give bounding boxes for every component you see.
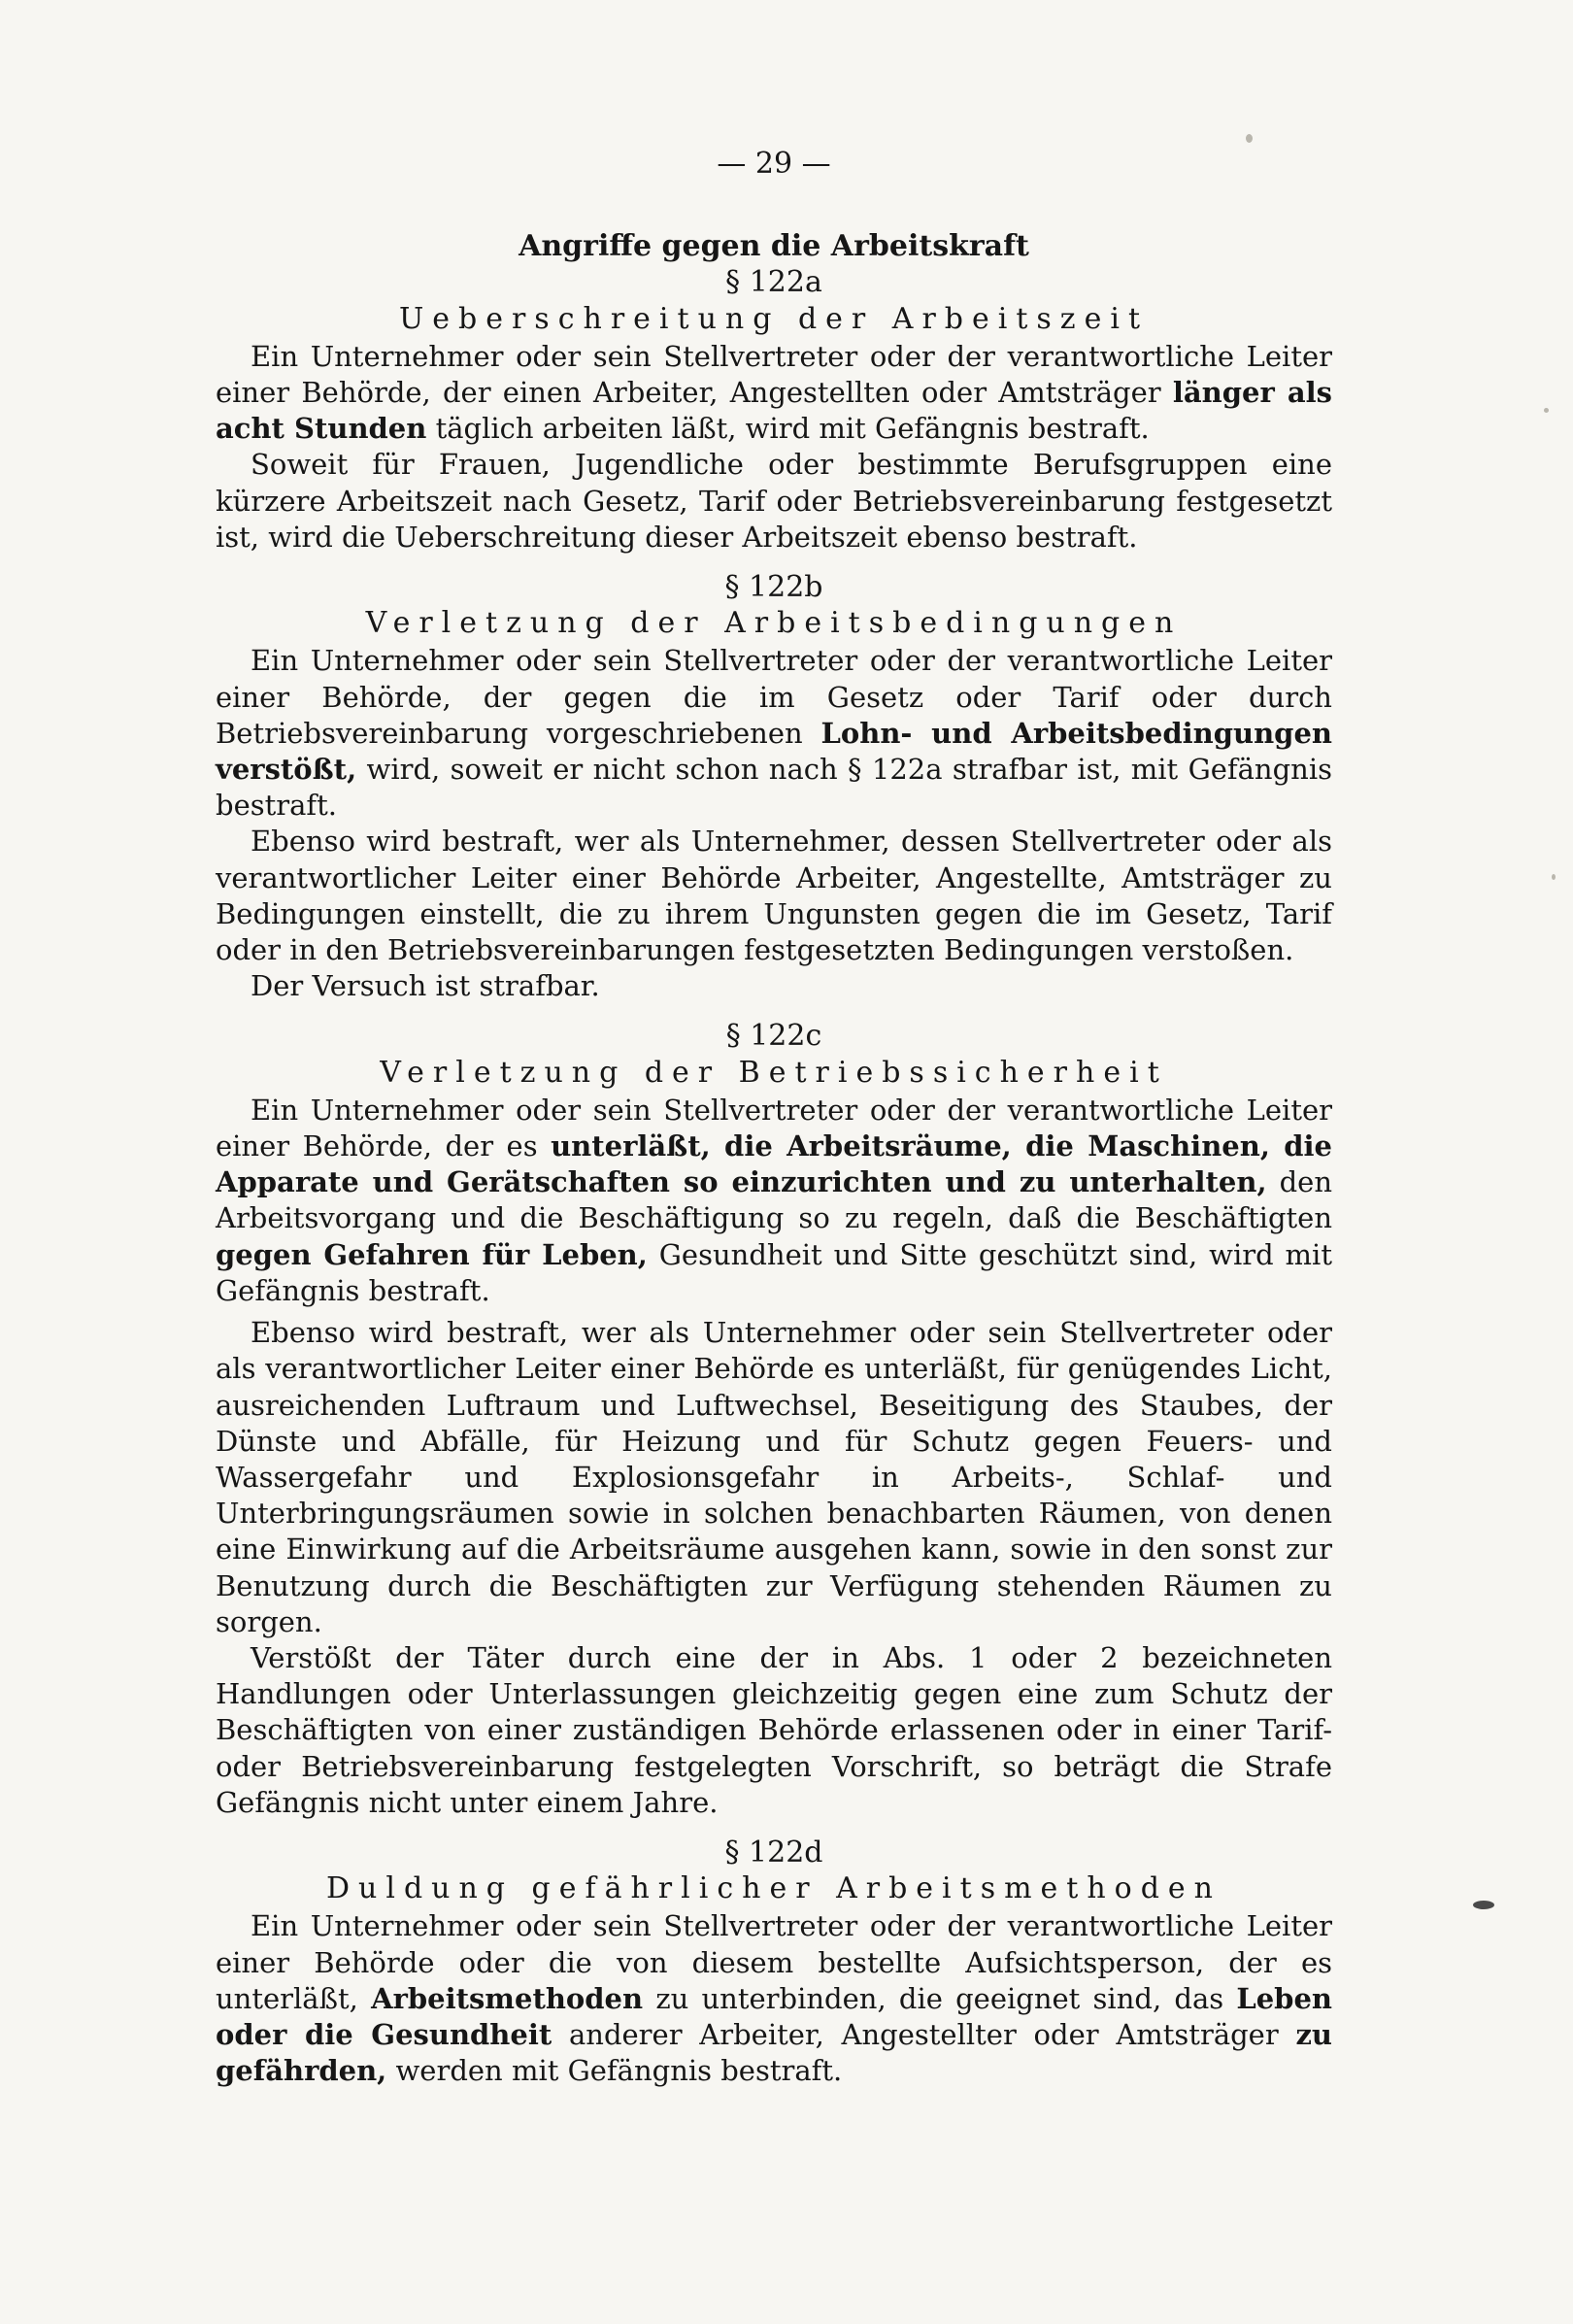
paragraph: Ebenso wird bestraft, wer als Unternehmer, dessen Stellvertreter oder als verantwortlicher Leiter einer Behörde Arbeiter, Angestellte, Amtsträger zu Bedingungen einstellt, die zu ihrem Ungunsten gegen die im Gesetz, Tarif oder in den Betriebsvereinbarungen festgesetzten Bedingungen verstoßen. xyxy=(216,825,1332,967)
scan-speck xyxy=(1246,134,1253,143)
scan-speck xyxy=(1552,874,1556,880)
section-number: § 122c xyxy=(725,1019,822,1054)
section-number: § 122a xyxy=(725,265,822,300)
page-number: — 29 — xyxy=(717,147,831,181)
paragraph xyxy=(216,1093,1332,1309)
emphasis-text: Lohn- und Arbeitsbedingungen verstößt, xyxy=(216,716,1332,787)
emphasis-text: gegen Gefahren für Leben, xyxy=(216,1237,648,1271)
section-title: Verletzung der Arbeitsbedingungen xyxy=(365,606,1183,641)
section-122b xyxy=(216,569,1332,1004)
paragraph: Der Versuch ist strafbar. xyxy=(251,969,600,1003)
section-title: Ueberschreitung der Arbeitszeit xyxy=(398,301,1150,336)
text-run: Ein Unternehmer oder sein Stellvertreter oder der verantwortliche Leiter einer Behörde oder die von diesem bestellte Aufsichtsperson, der es unterläßt, xyxy=(216,1909,1332,2015)
emphasis-text: zu gefährden, xyxy=(216,2017,1332,2088)
paragraph xyxy=(216,1908,1332,2089)
paragraph: Soweit für Frauen, Jugendliche oder bestimmte Berufsgruppen eine kürzere Arbeitszeit nach Gesetz, Tarif oder Betriebsvereinbarung festgesetzt ist, wird die Ueberschreitung dieser Arbeitszeit ebenso bestraft. xyxy=(216,448,1332,554)
scan-speck xyxy=(1473,1901,1494,1909)
text-run: werden mit Gefängnis bestraft. xyxy=(386,2054,843,2088)
paragraph: Verstößt der Täter durch eine der in Abs. 1 oder 2 bezeichneten Handlungen oder Unterlassungen gleichzeitig gegen eine zum Schutz der Beschäftigten von einer zuständigen Behörde erlassenen oder in einer Tarif- oder Betriebsvereinbarung festgelegten Vorschrift, so beträgt die Strafe Gefängnis nicht unter einem Jahre. xyxy=(216,1640,1332,1819)
text-run: Ein Unternehmer oder sein Stellvertreter oder der verantwortliche Leiter einer Behörde, der einen Arbeiter, Angestellten oder Amtsträger xyxy=(216,339,1332,410)
text-run: Gesundheit und Sitte geschützt sind, wird mit Gefängnis bestraft. xyxy=(216,1237,1332,1307)
text-run: Ein Unternehmer oder sein Stellvertreter oder der verantwortliche Leiter einer Behörde, der es xyxy=(216,1093,1332,1163)
section-122a xyxy=(216,264,1332,556)
page-content xyxy=(216,146,1332,2089)
section-title: Duldung gefährlicher Arbeitsmethoden xyxy=(325,1871,1222,1906)
paragraph xyxy=(216,339,1332,448)
section-122d xyxy=(216,1835,1332,2089)
emphasis-text: Leben oder die Gesundheit xyxy=(216,1981,1332,2051)
emphasis-text: länger als acht Stunden xyxy=(216,376,1332,446)
text-run: Ein Unternehmer oder sein Stellvertreter oder der verantwortliche Leiter einer Behörde, der gegen die im Gesetz oder Tarif oder durch Betriebsvereinbarung vorgeschriebenen xyxy=(216,644,1332,750)
text-run: täglich arbeiten läßt, wird mit Gefängnis bestraft. xyxy=(426,412,1150,446)
chapter-heading: Angriffe gegen die Arbeitskraft xyxy=(519,229,1029,264)
emphasis-text: Arbeitsmethoden xyxy=(371,1981,644,2015)
text-run: anderer Arbeiter, Angestellter oder Amtsträger xyxy=(552,2017,1296,2051)
section-number: § 122b xyxy=(724,570,823,605)
paragraph: Ebenso wird bestraft, wer als Unternehmer oder sein Stellvertreter oder als verantwortlicher Leiter einer Behörde es unterläßt, für genügendes Licht, ausreichenden Luftraum und Luftwechsel, Beseitigung des Staubes, der Dünste und Abfälle, für Heizung und für Schutz gegen Feuers- und Wassergefahr und Explosionsgefahr in Arbeits-, Schlaf- und Unterbringungsräumen sowie in solchen benachbarten Räumen, von denen eine Einwirkung auf die Arbeitsräume ausgehen kann, sowie in den sonst zur Benutzung durch die Beschäftigten zur Verfügung stehenden Räumen zu sorgen. xyxy=(216,1316,1332,1638)
text-run: wird, soweit er nicht schon nach § 122a strafbar ist, mit Gefängnis bestraft. xyxy=(216,753,1332,823)
section-122c xyxy=(216,1018,1332,1820)
text-run: den Arbeitsvorgang und die Beschäftigung so zu regeln, daß die Beschäftigten xyxy=(216,1165,1333,1235)
scan-speck xyxy=(1544,408,1549,413)
emphasis-text: unterläßt, die Arbeitsräume, die Maschinen, die Apparate und Gerätschaften so einzurichten und zu unterhalten, xyxy=(216,1129,1333,1199)
paragraph xyxy=(216,643,1332,824)
section-number: § 122d xyxy=(724,1835,823,1869)
section-title: Verletzung der Betriebssicherheit xyxy=(380,1055,1168,1090)
text-run: zu unterbinden, die geeignet sind, das xyxy=(643,1981,1237,2015)
